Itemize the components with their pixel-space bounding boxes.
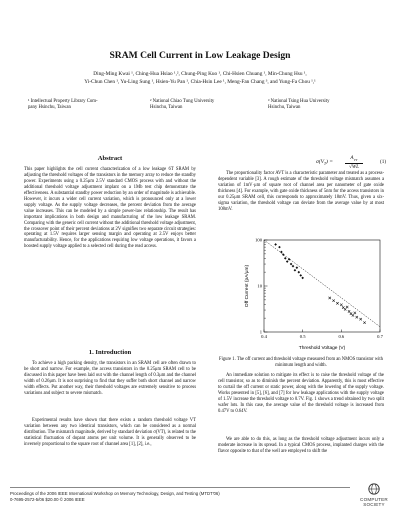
equation-number: (1) [380, 159, 387, 165]
data-point-diamond [284, 257, 287, 260]
y-axis-label: Off Current (pA/μm) [245, 264, 250, 308]
footer-isbn: 0-7695-2572-5/06 $20.00 © 2006 IEEE [10, 496, 85, 502]
authors-line-1: Ding-Ming Kwai ¹, Ching-Hua Hsiao ¹,², Chung-Ping Kuo ¹, Chi-Hsien Chuang ¹, Min-Chung Hsu ¹, [93, 71, 307, 77]
x-tick-label: 0.5 [299, 334, 306, 339]
logo-line-1: COMPUTER [360, 497, 388, 502]
data-point-cross [359, 318, 361, 320]
right-paragraph-3: We are able to do this, as long as the threshold voltage adjustment incurs only a moderate increase in its spread. In a typical CMOS process, implanted charges with the flavor opposite to that of the well are employed to shift the [218, 437, 384, 454]
data-point-diamond [286, 260, 289, 263]
data-point-diamond [280, 251, 283, 254]
footer [10, 491, 220, 502]
data-point-diamond [296, 266, 299, 269]
x-tick-label: 0.7 [377, 334, 383, 339]
y-tick-label: 1 [259, 329, 262, 335]
data-point-cross [354, 312, 356, 314]
data-point-diamond [299, 274, 302, 277]
footer-rule [10, 487, 350, 488]
equation-numerator: A [350, 155, 354, 161]
affiliation-3: ³ National Tsing Hua University Hsinchu, Taiwan [268, 99, 330, 111]
author-list [30, 70, 370, 86]
data-point-cross [336, 302, 338, 304]
data-point-cross [356, 316, 358, 318]
equation-denominator: √WL [348, 163, 360, 170]
introduction-heading: 1. Introduction [88, 349, 132, 356]
footer-proceedings: Proceedings of the 2006 IEEE International Workshop on Memory Technology, Design, and Testing (MTDT'06) [10, 491, 220, 496]
logo-line-2: SOCIETY [363, 502, 385, 507]
abstract-body: This paper highlights the cell current characterization of a low leakage 6T SRAM by adjusting the threshold voltages of the transistors in the memory array to reduce the standby power. Experiments using a 0.25μm 2.5V standard CMOS process with and without the additional threshold voltage adjustment implant on a 1Mb test chip demonstrate the effectiveness. A substantial standby power reduction by an order of magnitude is achievable. However, it incurs a wider cell current variation, which is pronounced only at a lower supply voltage. As the supply voltage decreases, the percent deviation from the average value increases. This can be modeled by a simple power-law relationship. The result has important implications in both design and manufacturing of the low leakage SRAM. Comparing with the generic cell current without the additional threshold voltage adjustment, the crossover point of their percent deviations at 2V signifies two separate circuit strategies: operating at 1.5V requires larger sensing margin and operating at 2.5V enjoys better manufacturability. Hence, for the applications requiring low voltage operations, it favors a boosted supply voltage applied to a selected cell during the read access. [24, 167, 196, 250]
x-tick-label: 0.6 [338, 334, 345, 339]
data-point-cross [340, 304, 342, 306]
data-point-diamond [290, 263, 293, 266]
data-point-cross [332, 299, 334, 301]
equation-lhs-sub: T [324, 162, 327, 167]
authors-line-2: Yi-Chun Chen ¹, Yu-Ling Sung ¹, Hsien-Yu Pan ¹, Chia-Hsin Lee ¹, Meng-Fan Chang ³, and Yung-Fa Chou ¹,¹ [84, 79, 316, 85]
figure-1-caption: Figure 1. The off current and threshold voltage measured from an NMOS transistor with minimum length and width. [218, 357, 384, 368]
x-axis-label: Threshold Voltage (V) [298, 346, 346, 351]
data-point-diamond [278, 246, 281, 249]
introduction-paragraph-2: Experimental results have shown that there exists a random threshold voltage VT variation between any two identical transistors, which can be considered as a normal distribution. The mismatch magnitude, derived by standard deviation σ(VT), is related to the statistical fluctuation of dopant atoms per unit volume. It is generally observed to be inversely proportional to the square root of channel area [1], [2], i.e., [24, 418, 196, 447]
data-point-diamond [274, 243, 277, 246]
right-paragraph-2: An immediate solution to mitigate its effect is to raise the threshold voltage of the cell transistor, so as to diminish the percent deviation. Apparently, this is most effective to curtail the off current or static power, along with the lowering of the supply voltage. Works presented in [5], [6], and [7] for low leakage applications with the supply voltage of 1.5V increase the threshold voltage to 0.7V. Fig. 1 shows a trend obtained by two split wafer lots. In this case, the average value of the threshold voltage is increased from 0.47V to 0.64V. [218, 373, 384, 414]
x-tick-label: 0.4 [261, 334, 267, 339]
abstract-heading: Abstract [97, 155, 123, 162]
affiliation-1: ¹ Intellectual Property Library Com- pany Hsinchu, Taiwan [28, 99, 98, 111]
data-point-cross [329, 297, 331, 299]
plot-frame [264, 240, 380, 332]
data-point-diamond [292, 265, 295, 268]
introduction-paragraph-1: To achieve a high packing density, the transistors in an SRAM cell are often drawn to be short and narrow. For example, the access transistors in the 0.25μm SRAM cell to be discussed in this paper have been laid out with the channel length of 0.3μm and the channel width of 0.26μm. It is not surprising to find that they suffer both short channel and narrow width effects. Put another way, their threshold voltages are extremely sensitive to process variations and subject to severe mismatch. [24, 361, 196, 396]
y-tick-label: 100 [255, 237, 262, 243]
paper-title: SRAM Cell Current in Low Leakage Design [109, 50, 291, 61]
right-paragraph-1: The proportionality factor AVT is a characteristic parameter and treated as a process-dependent variable [3]. A rough estimate of the threshold voltage mismatch assumes a variation of 1mV·μm of square root of channel area per nanometer of gate oxide thickness [4]. For example, with gate oxide thickness of 5nm for the access transistors in our 0.25μm SRAM cell, this corresponds to approximately 18mV. Thus, given a six-sigma variation, the threshold voltage can deviate from the average value by at most 108mV. [218, 171, 384, 212]
data-point-cross [363, 321, 365, 323]
equation-lhs: σ(V [316, 159, 325, 165]
y-tick-label: 10 [257, 283, 262, 289]
computer-society-logo-text [352, 497, 396, 507]
equation-numerator-sub: VT [353, 158, 358, 163]
data-point-diamond [298, 271, 301, 274]
data-point-cross [344, 308, 346, 310]
equation-rhs: ) = [326, 159, 334, 165]
data-point-cross [346, 306, 348, 308]
data-point-cross [348, 310, 350, 312]
data-point-diamond [294, 269, 297, 272]
off-current-chart [232, 232, 392, 352]
affiliation-2: ² National Chiao Tung University Hsinchu, Taiwan [150, 99, 215, 111]
data-point-diamond [301, 277, 304, 280]
data-point-cross [352, 314, 354, 316]
